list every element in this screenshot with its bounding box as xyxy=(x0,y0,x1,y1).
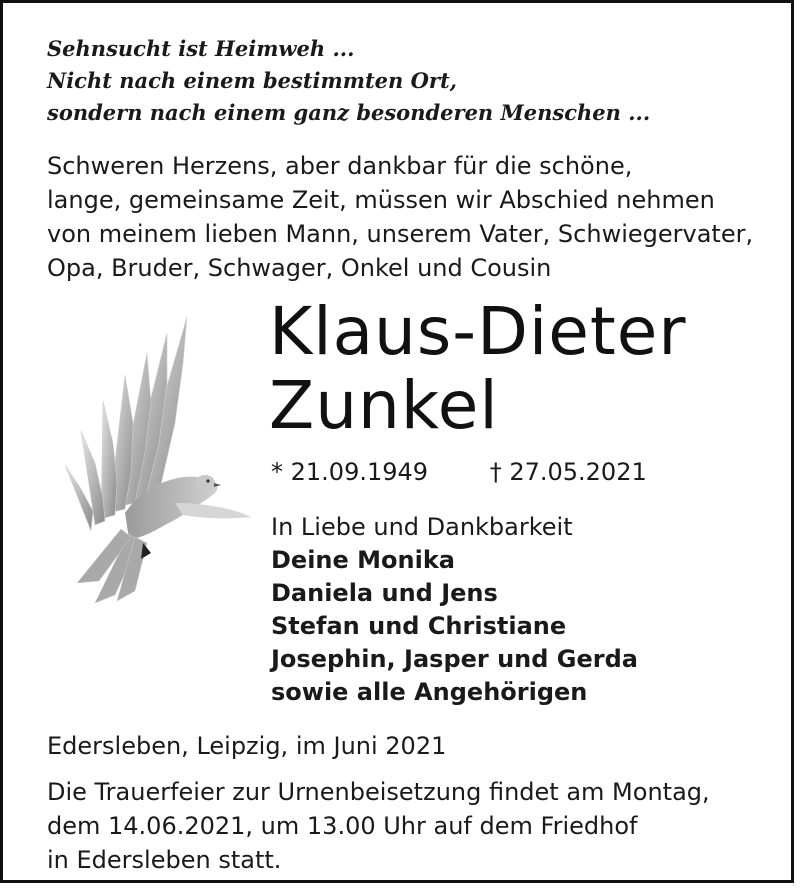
life-dates xyxy=(271,455,647,489)
quote-line: Sehnsucht ist Heimweh ... xyxy=(47,36,355,61)
funeral-line: Die Trauerfeier zur Urnenbeisetzung findet am Montag, xyxy=(47,778,710,806)
family-member: Stefan und Christiane xyxy=(271,612,567,640)
quote xyxy=(47,33,650,129)
dove-icon xyxy=(55,303,255,603)
funeral-info xyxy=(47,775,710,877)
family-member: Josephin, Jasper und Gerda xyxy=(271,645,638,673)
funeral-line: dem 14.06.2021, um 13.00 Uhr auf dem Friedhof xyxy=(47,812,638,840)
intro-line: von meinem lieben Mann, unserem Vater, Schwiegervater, xyxy=(47,220,754,248)
death-date: † 27.05.2021 xyxy=(489,458,647,486)
intro-text xyxy=(47,149,753,285)
last-name: Zunkel xyxy=(269,367,499,444)
quote-line: Nicht nach einem bestimmten Ort, xyxy=(47,68,457,93)
family-signature xyxy=(271,511,638,709)
family-member: sowie alle Angehörigen xyxy=(271,678,588,706)
intro-line: lange, gemeinsame Zeit, müssen wir Abschied nehmen xyxy=(47,186,715,214)
birth-date: * 21.09.1949 xyxy=(271,458,429,486)
family-intro: In Liebe und Dankbarkeit xyxy=(271,513,573,541)
family-member: Deine Monika xyxy=(271,546,455,574)
first-name: Klaus-Dieter xyxy=(269,293,687,370)
quote-line: sondern nach einem ganz besonderen Menschen ... xyxy=(47,100,651,125)
family-member: Daniela und Jens xyxy=(271,579,498,607)
intro-line: Schweren Herzens, aber dankbar für die schöne, xyxy=(47,152,633,180)
intro-line: Opa, Bruder, Schwager, Onkel und Cousin xyxy=(47,254,552,282)
deceased-name xyxy=(269,295,686,443)
funeral-line: in Edersleben statt. xyxy=(47,846,282,874)
place-date: Edersleben, Leipzig, im Juni 2021 xyxy=(47,732,447,760)
